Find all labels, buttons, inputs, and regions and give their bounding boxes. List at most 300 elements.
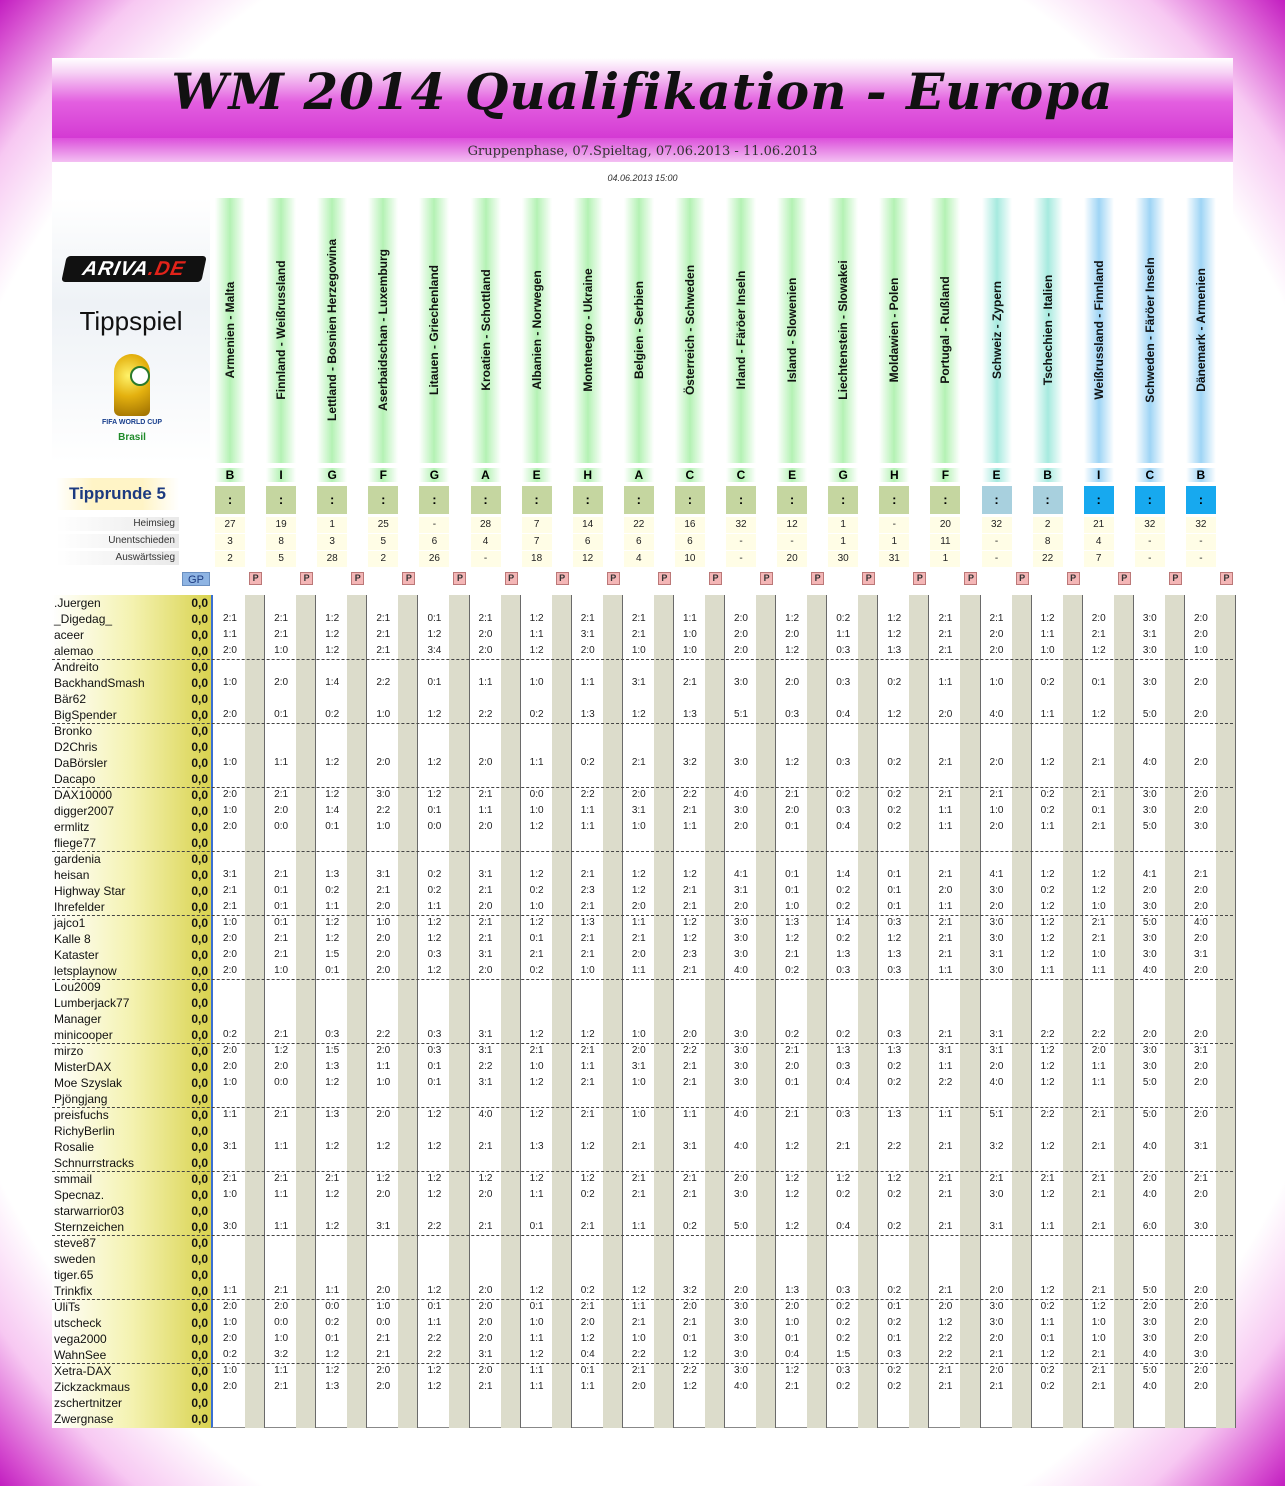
tip-cell: 1:2 bbox=[785, 645, 800, 656]
tip-cell: 0:2 bbox=[223, 1029, 237, 1040]
tip-cell: 2:0 bbox=[223, 821, 237, 832]
tip-cell: 3:0 bbox=[734, 933, 748, 944]
tip-cell: 2:1 bbox=[631, 1317, 646, 1328]
tip-cell: 2:1 bbox=[580, 1301, 595, 1312]
table-row bbox=[52, 787, 1233, 803]
tip-cell: 3:0 bbox=[1142, 645, 1157, 656]
points-button[interactable]: P bbox=[556, 572, 569, 585]
tip-cell: 1:1 bbox=[274, 1221, 289, 1232]
tip-cell: 1:2 bbox=[325, 645, 340, 656]
tip-cell: 2:1 bbox=[529, 1045, 544, 1056]
tip-cell: 2:0 bbox=[376, 949, 391, 960]
tip-cell: 2:0 bbox=[938, 709, 953, 720]
table-row bbox=[52, 755, 1233, 771]
points-button[interactable]: P bbox=[300, 572, 313, 585]
stat-away: - bbox=[726, 551, 756, 567]
tip-cell: 1:1 bbox=[631, 1221, 646, 1232]
points-button[interactable]: P bbox=[811, 572, 824, 585]
tip-cell: 0:2 bbox=[1040, 677, 1055, 688]
tip-cell: 1:2 bbox=[325, 1077, 340, 1088]
tip-cell: 2:0 bbox=[734, 645, 748, 656]
tip-cell: 2:0 bbox=[223, 1045, 237, 1056]
player-points: 0,0 bbox=[191, 628, 208, 642]
stat-draw: - bbox=[1186, 534, 1216, 550]
tip-cell: 2:2 bbox=[376, 1029, 391, 1040]
tip-cell: 1:2 bbox=[1091, 869, 1106, 880]
tip-cell: 1:1 bbox=[529, 1189, 544, 1200]
tip-cell: 2:1 bbox=[631, 613, 646, 624]
player-name: Lou2009 bbox=[54, 980, 101, 994]
tip-cell: 3:1 bbox=[989, 1045, 1004, 1056]
tip-cell: 1:2 bbox=[427, 789, 442, 800]
points-button[interactable]: P bbox=[1220, 572, 1233, 585]
player-points: 0,0 bbox=[191, 788, 208, 802]
tip-cell: 2:1 bbox=[938, 789, 953, 800]
tip-cell: 0:2 bbox=[1040, 1365, 1055, 1376]
tip-cell: 0:2 bbox=[223, 1349, 237, 1360]
tip-cell: 0:2 bbox=[1040, 885, 1055, 896]
tip-cell: 0:3 bbox=[887, 1029, 902, 1040]
tip-cell: 2:1 bbox=[631, 933, 646, 944]
tip-cell: 2:2 bbox=[427, 1349, 442, 1360]
tip-cell: 2:0 bbox=[989, 1365, 1004, 1376]
match-name: Montenegro - Ukraine bbox=[580, 268, 595, 392]
points-button[interactable]: P bbox=[453, 572, 466, 585]
points-button[interactable]: P bbox=[1118, 572, 1131, 585]
tip-cell: 1:3 bbox=[580, 917, 595, 928]
tip-cell: 1:1 bbox=[1040, 965, 1055, 976]
player-name: Kalle 8 bbox=[54, 932, 91, 946]
tip-cell: 1:1 bbox=[325, 1285, 340, 1296]
tip-cell: 2:1 bbox=[631, 1189, 646, 1200]
table-row bbox=[52, 707, 1233, 723]
tip-cell: 0:0 bbox=[529, 789, 544, 800]
tip-cell: 0:2 bbox=[325, 709, 340, 720]
tip-cell: 2:0 bbox=[989, 821, 1004, 832]
tip-cell: 2:2 bbox=[427, 1221, 442, 1232]
tip-cell: 0:3 bbox=[836, 1365, 851, 1376]
tip-cell: 2:0 bbox=[1142, 1301, 1157, 1312]
tip-cell: 2:1 bbox=[274, 1285, 289, 1296]
tip-cell: 3:0 bbox=[734, 677, 748, 688]
stat-home: 32 bbox=[1186, 517, 1216, 533]
player-points: 0,0 bbox=[191, 1012, 208, 1026]
tip-cell: 4:0 bbox=[734, 1141, 748, 1152]
tip-cell: 2:1 bbox=[1091, 1285, 1106, 1296]
player-points: 0,0 bbox=[191, 1396, 208, 1410]
tip-cell: 1:1 bbox=[580, 1061, 595, 1072]
tip-cell: 0:2 bbox=[887, 821, 902, 832]
tip-cell: 2:0 bbox=[1193, 613, 1208, 624]
tip-cell: 1:2 bbox=[785, 1141, 800, 1152]
stat-away: 2 bbox=[215, 551, 245, 567]
tip-cell: 3:4 bbox=[427, 645, 442, 656]
tip-cell: 1:2 bbox=[376, 1173, 391, 1184]
match-result: : bbox=[1084, 486, 1114, 514]
stat-draw: 4 bbox=[471, 534, 501, 550]
tip-cell: 0:4 bbox=[836, 1221, 851, 1232]
stat-away: 1 bbox=[930, 551, 960, 567]
tip-cell: 3:0 bbox=[989, 965, 1004, 976]
tip-cell: 1:2 bbox=[785, 613, 800, 624]
tip-cell: 1:1 bbox=[274, 1365, 289, 1376]
points-button[interactable]: P bbox=[607, 572, 620, 585]
tip-cell: 1:3 bbox=[887, 949, 902, 960]
player-name: Manager bbox=[54, 1012, 102, 1026]
player-points: 0,0 bbox=[191, 1060, 208, 1074]
tip-cell: 1:1 bbox=[1040, 1317, 1055, 1328]
group-separator bbox=[52, 979, 1233, 980]
player-points: 0,0 bbox=[191, 932, 208, 946]
tip-cell: 1:2 bbox=[580, 1333, 595, 1344]
stat-home: 14 bbox=[573, 517, 603, 533]
tip-cell: 2:0 bbox=[223, 709, 237, 720]
tip-cell: 3:0 bbox=[734, 757, 748, 768]
tip-cell: 0:2 bbox=[836, 885, 851, 896]
tip-cell: 4:1 bbox=[989, 869, 1004, 880]
tip-cell: 0:1 bbox=[785, 821, 800, 832]
tip-cell: 5:1 bbox=[734, 709, 748, 720]
tip-cell: 0:3 bbox=[836, 965, 851, 976]
tip-cell: 3:0 bbox=[1142, 1045, 1157, 1056]
stat-home: 32 bbox=[1135, 517, 1165, 533]
tip-cell: 2:1 bbox=[989, 1381, 1004, 1392]
tip-cell: 1:2 bbox=[1040, 869, 1055, 880]
points-button[interactable]: P bbox=[964, 572, 977, 585]
tip-cell: 2:1 bbox=[938, 917, 953, 928]
table-row bbox=[52, 1011, 1233, 1027]
tip-cell: 4:0 bbox=[478, 1109, 493, 1120]
tip-cell: 0:1 bbox=[427, 1301, 442, 1312]
table-row bbox=[52, 1315, 1233, 1331]
tip-cell: 1:5 bbox=[836, 1349, 851, 1360]
player-points: 0,0 bbox=[191, 1348, 208, 1362]
tip-cell: 2:0 bbox=[1193, 805, 1208, 816]
tip-cell: 3:1 bbox=[631, 677, 646, 688]
tip-cell: 1:1 bbox=[631, 1301, 646, 1312]
stat-away: 2 bbox=[368, 551, 398, 567]
tip-cell: 1:2 bbox=[887, 1173, 902, 1184]
tip-cell: 1:2 bbox=[325, 613, 340, 624]
tip-cell: 2:0 bbox=[580, 1317, 595, 1328]
tip-cell: 2:1 bbox=[274, 629, 289, 640]
stat-home: 19 bbox=[266, 517, 296, 533]
tip-cell: 0:2 bbox=[887, 1061, 902, 1072]
tip-cell: 1:2 bbox=[785, 1173, 800, 1184]
table-row bbox=[52, 659, 1233, 675]
tip-cell: 3:0 bbox=[1142, 789, 1157, 800]
tip-cell: 2:0 bbox=[1193, 1317, 1208, 1328]
tip-cell: 2:0 bbox=[989, 645, 1004, 656]
tip-cell: 2:0 bbox=[631, 789, 646, 800]
tip-cell: 2:0 bbox=[1193, 1029, 1208, 1040]
tip-cell: 0:1 bbox=[274, 901, 289, 912]
tip-cell: 1:3 bbox=[887, 1109, 902, 1120]
tip-cell: 1:2 bbox=[325, 933, 340, 944]
points-button[interactable]: P bbox=[709, 572, 722, 585]
tip-cell: 2:0 bbox=[631, 901, 646, 912]
tip-cell: 0:0 bbox=[427, 821, 442, 832]
tip-cell: 2:1 bbox=[938, 1173, 953, 1184]
points-button[interactable]: P bbox=[913, 572, 926, 585]
points-button[interactable]: P bbox=[1067, 572, 1080, 585]
tip-cell: 4:0 bbox=[734, 789, 748, 800]
tip-cell: 1:0 bbox=[529, 1061, 544, 1072]
update-timestamp: 04.06.2013 15:00 bbox=[607, 173, 678, 183]
tip-cell: 1:2 bbox=[1040, 901, 1055, 912]
group-separator bbox=[52, 723, 1233, 724]
tip-cell: 3:1 bbox=[989, 949, 1004, 960]
tip-cell: 3:1 bbox=[1193, 949, 1208, 960]
match-name: Belgien - Serbien bbox=[631, 280, 646, 380]
tip-cell: 1:2 bbox=[325, 1349, 340, 1360]
tip-cell: 3:0 bbox=[734, 805, 748, 816]
tip-cell: 2:0 bbox=[223, 645, 237, 656]
match-name: Armenien - Malta bbox=[223, 281, 237, 379]
tip-cell: 2:1 bbox=[682, 1077, 697, 1088]
tip-cell: 2:2 bbox=[478, 1061, 493, 1072]
match-group: E bbox=[522, 468, 552, 482]
player-name: Schnurrstracks bbox=[54, 1156, 135, 1170]
tip-cell: 2:1 bbox=[478, 917, 493, 928]
stat-home: 7 bbox=[522, 517, 552, 533]
tip-cell: 4:0 bbox=[989, 709, 1004, 720]
match-header bbox=[1033, 198, 1063, 463]
stat-away: 20 bbox=[777, 551, 807, 567]
tip-cell: 2:2 bbox=[1091, 1029, 1106, 1040]
tip-cell: 1:3 bbox=[580, 709, 595, 720]
tip-cell: 1:3 bbox=[836, 1045, 851, 1056]
tip-cell: 2:1 bbox=[989, 1173, 1004, 1184]
match-group: G bbox=[419, 468, 449, 482]
stat-away: - bbox=[982, 551, 1012, 567]
tip-cell: 0:2 bbox=[887, 1077, 902, 1088]
tip-cell: 1:1 bbox=[529, 1365, 544, 1376]
tip-cell: 4:0 bbox=[1142, 757, 1157, 768]
table-row bbox=[52, 1123, 1233, 1139]
tip-cell: 3:0 bbox=[1142, 677, 1157, 688]
tip-cell: 2:1 bbox=[1091, 933, 1106, 944]
tip-cell: 0:1 bbox=[529, 1221, 544, 1232]
tip-cell: 2:1 bbox=[938, 645, 953, 656]
tip-cell: 1:2 bbox=[427, 933, 442, 944]
tip-cell: 0:2 bbox=[887, 1381, 902, 1392]
tip-cell: 2:0 bbox=[1193, 1285, 1208, 1296]
match-name: Irland - Färöer Inseln bbox=[734, 270, 748, 390]
tip-cell: 0:4 bbox=[580, 1349, 595, 1360]
points-button[interactable]: P bbox=[402, 572, 415, 585]
group-separator bbox=[52, 1363, 1233, 1364]
tip-cell: 0:2 bbox=[887, 677, 902, 688]
points-button[interactable]: P bbox=[249, 572, 262, 585]
points-button[interactable]: P bbox=[505, 572, 518, 585]
tip-cell: 0:2 bbox=[529, 709, 544, 720]
match-name: Liechtenstein - Slowakei bbox=[836, 260, 851, 400]
tip-cell: 4:0 bbox=[734, 1381, 748, 1392]
tip-cell: 1:2 bbox=[427, 1173, 442, 1184]
points-button[interactable]: P bbox=[1169, 572, 1182, 585]
tippspiel-sheet bbox=[52, 58, 1233, 1428]
tip-cell: 2:0 bbox=[734, 1173, 748, 1184]
player-points: 0,0 bbox=[191, 1236, 208, 1250]
tip-cell: 3:0 bbox=[1142, 613, 1157, 624]
tip-cell: 3:1 bbox=[223, 1141, 237, 1152]
tip-cell: 3:1 bbox=[478, 949, 493, 960]
player-name: starwarrior03 bbox=[54, 1204, 125, 1218]
stat-away: 10 bbox=[675, 551, 705, 567]
tip-cell: 0:2 bbox=[1040, 1301, 1055, 1312]
tip-cell: 2:1 bbox=[1091, 917, 1106, 928]
tip-cell: 1:0 bbox=[989, 677, 1004, 688]
tip-cell: 2:1 bbox=[682, 1173, 697, 1184]
tip-cell: 0:0 bbox=[274, 1317, 289, 1328]
tip-cell: 2:1 bbox=[223, 885, 237, 896]
tip-cell: 1:1 bbox=[478, 805, 493, 816]
tip-cell: 3:0 bbox=[734, 917, 748, 928]
tip-cell: 1:2 bbox=[1040, 1141, 1055, 1152]
tip-cell: 2:0 bbox=[938, 1301, 953, 1312]
tip-cell: 2:0 bbox=[1193, 757, 1208, 768]
match-result: : bbox=[1135, 486, 1165, 514]
player-name: jajco1 bbox=[54, 916, 86, 930]
tip-cell: 1:1 bbox=[223, 1109, 237, 1120]
stat-away: 30 bbox=[828, 551, 858, 567]
tip-cell: 2:0 bbox=[938, 885, 953, 896]
tip-cell: 1:3 bbox=[836, 949, 851, 960]
stat-away: - bbox=[471, 551, 501, 567]
tip-cell: 1:1 bbox=[529, 1381, 544, 1392]
tip-cell: 1:2 bbox=[427, 917, 442, 928]
tip-cell: 2:0 bbox=[1193, 1381, 1208, 1392]
player-name: fliege77 bbox=[54, 836, 97, 850]
player-points: 0,0 bbox=[191, 1412, 208, 1426]
tip-cell: 4:0 bbox=[1142, 1381, 1157, 1392]
match-group: C bbox=[1135, 468, 1165, 482]
tip-cell: 4:0 bbox=[734, 965, 748, 976]
tip-cell: 0:2 bbox=[1040, 1381, 1055, 1392]
tip-cell: 0:2 bbox=[836, 1317, 851, 1328]
tip-cell: 1:2 bbox=[325, 789, 340, 800]
points-button[interactable]: P bbox=[351, 572, 364, 585]
table-row bbox=[52, 1251, 1233, 1267]
tip-cell: 2:0 bbox=[274, 805, 289, 816]
tip-cell: 1:1 bbox=[938, 821, 953, 832]
tip-cell: 2:0 bbox=[785, 1301, 800, 1312]
tip-cell: 1:2 bbox=[529, 869, 544, 880]
tip-cell: 0:0 bbox=[274, 821, 289, 832]
tip-cell: 2:0 bbox=[223, 789, 237, 800]
tip-cell: 3:1 bbox=[1193, 1141, 1208, 1152]
player-name: alemao bbox=[54, 644, 94, 658]
table-row bbox=[52, 771, 1233, 787]
table-row bbox=[52, 899, 1233, 915]
stat-draw: 6 bbox=[624, 534, 654, 550]
tip-cell: 2:1 bbox=[580, 901, 595, 912]
tip-cell: 2:0 bbox=[376, 965, 391, 976]
tip-cell: 3:0 bbox=[989, 917, 1004, 928]
tip-cell: 1:4 bbox=[836, 917, 851, 928]
tip-cell: 2:1 bbox=[938, 1221, 953, 1232]
tip-cell: 1:2 bbox=[325, 1189, 340, 1200]
tip-cell: 2:1 bbox=[274, 949, 289, 960]
tip-cell: 1:5 bbox=[325, 949, 340, 960]
player-name: Sternzeichen bbox=[54, 1220, 125, 1234]
player-name: preisfuchs bbox=[54, 1108, 109, 1122]
tip-cell: 1:2 bbox=[1040, 1189, 1055, 1200]
stat-draw: 1 bbox=[879, 534, 909, 550]
tip-cell: 1:2 bbox=[1040, 1285, 1055, 1296]
points-button[interactable]: P bbox=[862, 572, 875, 585]
tip-cell: 2:1 bbox=[274, 1109, 289, 1120]
tip-cell: 1:2 bbox=[1040, 613, 1055, 624]
tip-cell: 4:0 bbox=[1142, 1141, 1157, 1152]
tip-cell: 3:1 bbox=[1142, 629, 1157, 640]
table-row bbox=[52, 691, 1233, 707]
stat-home: 22 bbox=[624, 517, 654, 533]
tip-cell: 1:2 bbox=[529, 1109, 544, 1120]
table-row bbox=[52, 1043, 1233, 1059]
match-name: Schweden - Färöer Inseln bbox=[1142, 257, 1157, 403]
player-points: 0,0 bbox=[191, 1172, 208, 1186]
match-result: : bbox=[777, 486, 807, 514]
tip-cell: 2:0 bbox=[223, 965, 237, 976]
tip-cell: 0:2 bbox=[1040, 805, 1055, 816]
player-name: Andreito bbox=[54, 660, 99, 674]
points-button[interactable]: P bbox=[1016, 572, 1029, 585]
tip-cell: 0:2 bbox=[785, 965, 800, 976]
tip-cell: 3:1 bbox=[478, 1077, 493, 1088]
tip-cell: 2:2 bbox=[580, 789, 595, 800]
tip-cell: 2:0 bbox=[1193, 1365, 1208, 1376]
tip-cell: 1:0 bbox=[223, 1189, 237, 1200]
tip-cell: 3:0 bbox=[734, 1029, 748, 1040]
player-points: 0,0 bbox=[191, 1332, 208, 1346]
tip-cell: 1:1 bbox=[938, 1061, 953, 1072]
tip-cell: 1:3 bbox=[887, 645, 902, 656]
points-button[interactable]: P bbox=[760, 572, 773, 585]
tip-cell: 1:0 bbox=[682, 645, 697, 656]
player-points: 0,0 bbox=[191, 916, 208, 930]
tippspiel-label: Tippspiel bbox=[79, 306, 183, 336]
tip-cell: 1:1 bbox=[1091, 1077, 1106, 1088]
points-button[interactable]: P bbox=[658, 572, 671, 585]
tip-cell: 1:1 bbox=[938, 1109, 953, 1120]
match-header bbox=[573, 198, 603, 463]
player-name: Dacapo bbox=[54, 772, 96, 786]
table-row bbox=[52, 1283, 1233, 1299]
table-row bbox=[52, 1395, 1233, 1411]
stat-label-away: Auswärtssieg bbox=[56, 551, 179, 565]
stat-home: 1 bbox=[317, 517, 347, 533]
tip-cell: 3:1 bbox=[989, 1221, 1004, 1232]
tip-cell: 2:1 bbox=[580, 613, 595, 624]
tip-cell: 2:0 bbox=[376, 1285, 391, 1296]
tip-cell: 0:2 bbox=[580, 757, 595, 768]
tip-cell: 0:1 bbox=[580, 1365, 595, 1376]
tip-cell: 2:0 bbox=[734, 613, 748, 624]
player-points: 0,0 bbox=[191, 1316, 208, 1330]
match-name: Dänemark - Armenien bbox=[1193, 268, 1208, 392]
tip-cell: 2:0 bbox=[631, 949, 646, 960]
tip-cell: 0:1 bbox=[785, 1077, 800, 1088]
cup-country: Brasil bbox=[118, 432, 146, 443]
tip-cell: 3:0 bbox=[734, 1317, 748, 1328]
tip-cell: 2:1 bbox=[989, 789, 1004, 800]
tip-cell: 0:1 bbox=[1091, 805, 1106, 816]
player-name: heisan bbox=[54, 868, 90, 882]
player-name: BackhandSmash bbox=[54, 676, 145, 690]
tip-cell: 1:0 bbox=[1193, 645, 1208, 656]
